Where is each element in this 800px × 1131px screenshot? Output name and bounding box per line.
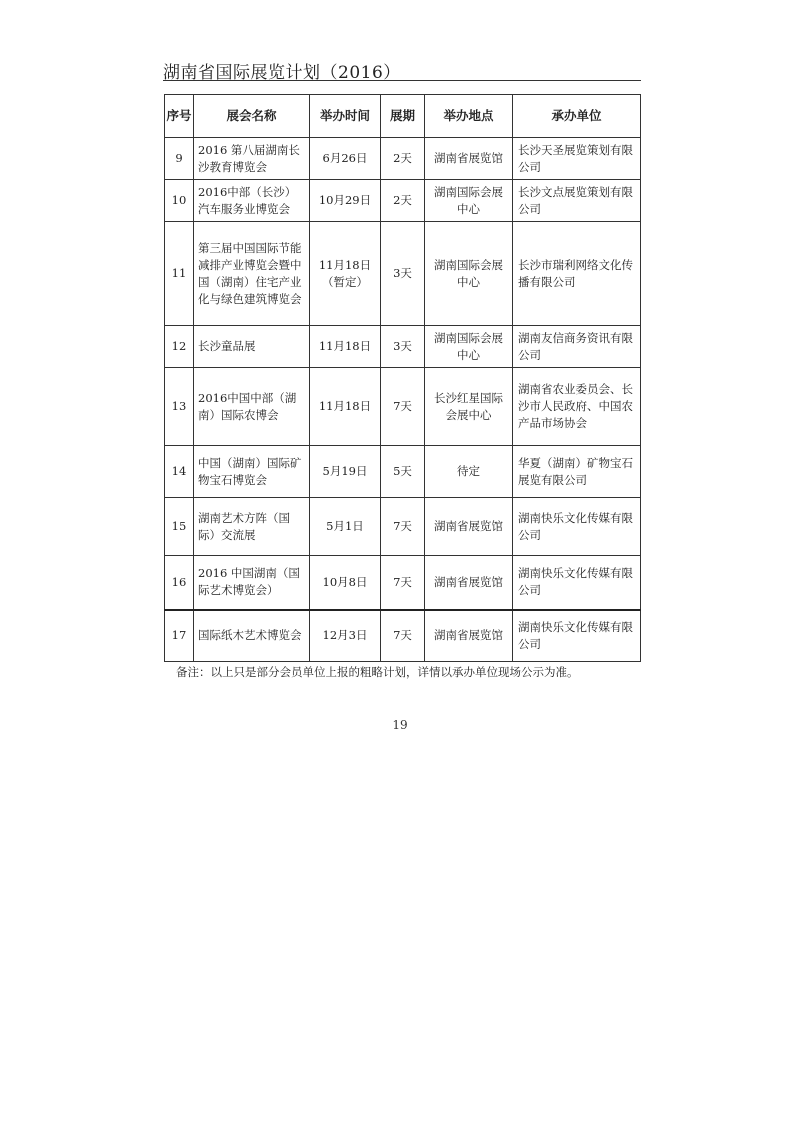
cell-organizer: 湖南快乐文化传媒有限公司	[513, 498, 641, 556]
cell-duration: 2天	[381, 138, 425, 180]
table-row	[165, 326, 641, 368]
cell-duration: 5天	[381, 446, 425, 498]
cell-number: 11	[165, 222, 194, 326]
cell-time: 11月18日（暂定）	[310, 222, 381, 326]
cell-name: 2016中国中部（湖南）国际农博会	[194, 368, 310, 446]
page-number: 19	[392, 718, 408, 732]
cell-organizer: 湖南省农业委员会、长沙市人民政府、中国农产品市场协会	[513, 368, 641, 446]
cell-name: 长沙童品展	[194, 326, 310, 368]
cell-organizer: 长沙市瑞利网络文化传播有限公司	[513, 222, 641, 326]
cell-time: 6月26日	[310, 138, 381, 180]
column-header-time: 举办时间	[310, 95, 381, 138]
table-row	[165, 222, 641, 326]
document-header-title: 湖南省国际展览计划（2016）	[163, 63, 401, 83]
cell-duration: 3天	[381, 222, 425, 326]
column-header-duration: 展期	[381, 95, 425, 138]
cell-venue: 湖南国际会展中心	[425, 180, 513, 222]
footnote: 备注：以上只是部分会员单位上报的粗略计划，详情以承办单位现场公示为准。	[176, 665, 579, 679]
cell-number: 10	[165, 180, 194, 222]
cell-time: 5月19日	[310, 446, 381, 498]
cell-duration: 2天	[381, 180, 425, 222]
column-header-name: 展会名称	[194, 95, 310, 138]
table-row	[165, 610, 641, 662]
cell-number: 12	[165, 326, 194, 368]
cell-number: 16	[165, 556, 194, 610]
cell-name: 2016 中国湖南（国际艺术博览会）	[194, 556, 310, 610]
cell-time: 10月8日	[310, 556, 381, 610]
cell-duration: 7天	[381, 556, 425, 610]
cell-duration: 3天	[381, 326, 425, 368]
header-rule	[163, 80, 641, 81]
cell-number: 15	[165, 498, 194, 556]
cell-venue: 湖南省展览馆	[425, 498, 513, 556]
table-row	[165, 180, 641, 222]
table-row	[165, 446, 641, 498]
cell-venue: 湖南省展览馆	[425, 610, 513, 662]
cell-name: 湖南艺术方阵（国际）交流展	[194, 498, 310, 556]
cell-time: 11月18日	[310, 326, 381, 368]
cell-organizer: 长沙天圣展览策划有限公司	[513, 138, 641, 180]
table-row	[165, 556, 641, 610]
cell-name: 2016 第八届湖南长沙教育博览会	[194, 138, 310, 180]
exhibition-table	[164, 94, 641, 662]
cell-name: 国际纸木艺术博览会	[194, 610, 310, 662]
cell-organizer: 长沙文点展览策划有限公司	[513, 180, 641, 222]
table-row	[165, 138, 641, 180]
cell-name: 中国（湖南）国际矿物宝石博览会	[194, 446, 310, 498]
cell-duration: 7天	[381, 610, 425, 662]
cell-organizer: 湖南友信商务资讯有限公司	[513, 326, 641, 368]
cell-time: 10月29日	[310, 180, 381, 222]
cell-venue: 湖南省展览馆	[425, 138, 513, 180]
cell-venue: 待定	[425, 446, 513, 498]
cell-organizer: 湖南快乐文化传媒有限公司	[513, 610, 641, 662]
cell-time: 5月1日	[310, 498, 381, 556]
table-row	[165, 368, 641, 446]
cell-duration: 7天	[381, 498, 425, 556]
cell-name: 2016中部（长沙）汽车服务业博览会	[194, 180, 310, 222]
cell-organizer: 湖南快乐文化传媒有限公司	[513, 556, 641, 610]
cell-organizer: 华夏（湖南）矿物宝石展览有限公司	[513, 446, 641, 498]
cell-time: 12月3日	[310, 610, 381, 662]
cell-venue: 湖南国际会展中心	[425, 222, 513, 326]
cell-number: 13	[165, 368, 194, 446]
table-row	[165, 498, 641, 556]
table-header-row	[165, 95, 641, 138]
cell-name: 第三届中国国际节能减排产业博览会暨中国（湖南）住宅产业化与绿色建筑博览会	[194, 222, 310, 326]
column-header-organizer: 承办单位	[513, 95, 641, 138]
cell-venue: 湖南国际会展中心	[425, 326, 513, 368]
column-header-venue: 举办地点	[425, 95, 513, 138]
cell-number: 9	[165, 138, 194, 180]
cell-number: 14	[165, 446, 194, 498]
cell-time: 11月18日	[310, 368, 381, 446]
cell-number: 17	[165, 610, 194, 662]
cell-venue: 长沙红星国际会展中心	[425, 368, 513, 446]
cell-venue: 湖南省展览馆	[425, 556, 513, 610]
cell-duration: 7天	[381, 368, 425, 446]
column-header-number: 序号	[165, 95, 194, 138]
